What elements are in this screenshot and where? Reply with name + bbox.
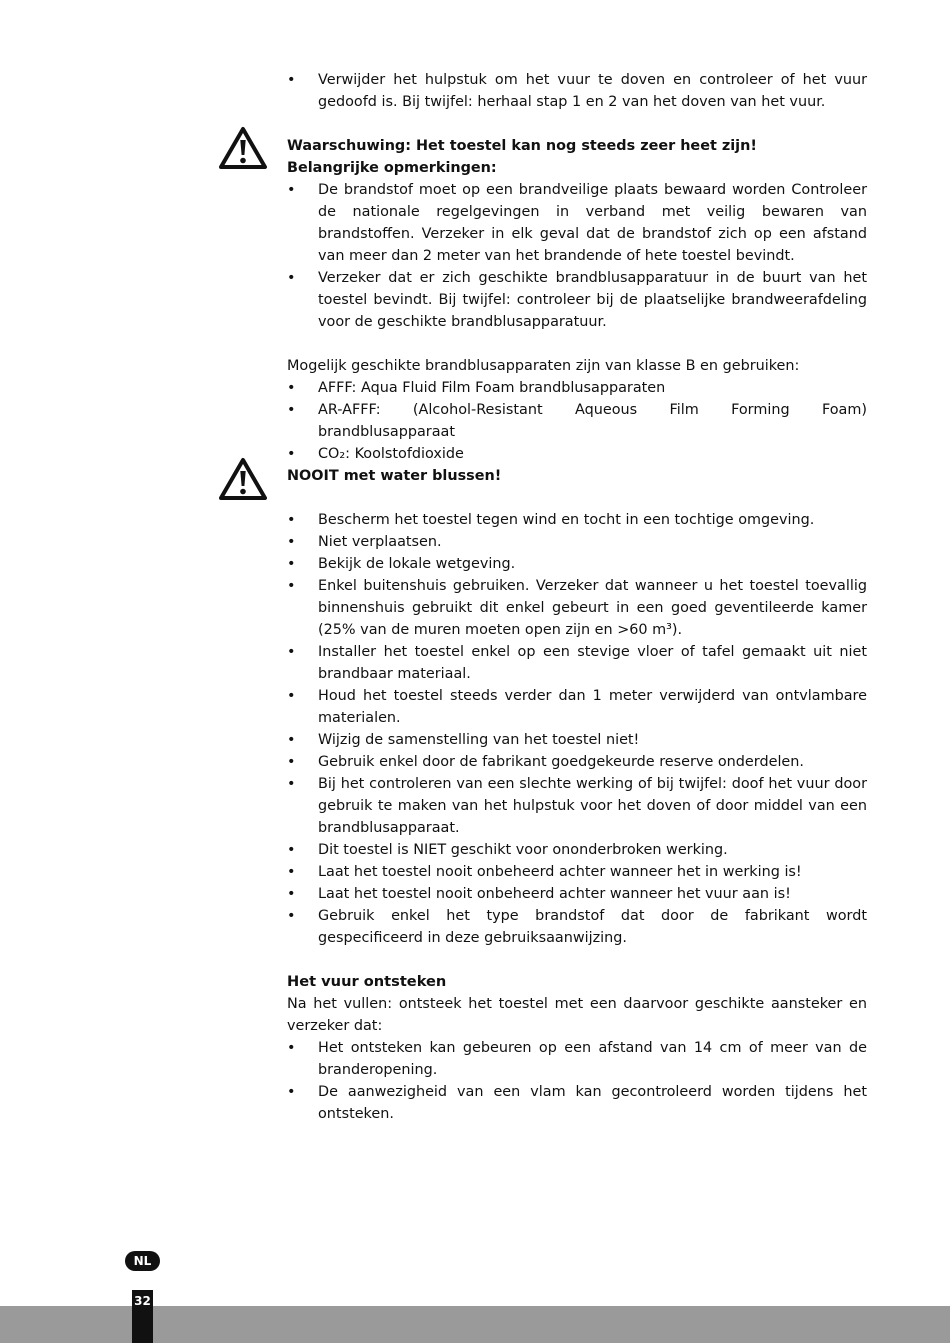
list-item: • AFFF: Aqua Fluid Film Foam brandblusapparaten <box>287 377 867 399</box>
list-item: • Wijzig de samenstelling van het toestel niet! <box>287 729 867 751</box>
water-warning <box>287 465 867 487</box>
list-item: • Enkel buitenshuis gebruiken. Verzeker dat wanneer u het toestel toevallig binnenshuis gebruikt dit enkel gebeurt in een goed geventileerde kamer (25% van de muren moeten open zijn en >60 m³). <box>287 575 867 641</box>
list-item: • Gebruik enkel het type brandstof dat door de fabrikant wordt gespecificeerd in deze gebruiksaanwijzing. <box>287 905 867 949</box>
list-item: • Dit toestel is NIET geschikt voor ononderbroken werking. <box>287 839 867 861</box>
list-item: • Verwijder het hulpstuk om het vuur te doven en controleer of het vuur gedoofd is. Bij twijfel: herhaal stap 1 en 2 van het doven van het vuur. <box>287 69 867 113</box>
list-item: • Het ontsteken kan gebeuren op een afstand van 14 cm of meer van de branderopening. <box>287 1037 867 1081</box>
ignite-section <box>287 971 867 1125</box>
warning-title: Waarschuwing: Het toestel kan nog steeds zeer heet zijn! <box>287 138 757 154</box>
page-number: 32 <box>134 1294 151 1308</box>
extinguishers-intro: Mogelijk geschikte brandblusapparaten zijn van klasse B en gebruiken: <box>287 358 800 374</box>
warning-subtitle: Belangrijke opmerkingen: <box>287 160 497 176</box>
list-item: • CO₂: Koolstofdioxide <box>287 443 867 465</box>
list-item: • Niet verplaatsen. <box>287 531 867 553</box>
ignite-intro: Na het vullen: ontsteek het toestel met een daarvoor geschikte aansteker en verzeker dat: <box>287 996 867 1034</box>
list-item: • Gebruik enkel door de fabrikant goedgekeurde reserve onderdelen. <box>287 751 867 773</box>
list-item: • Bekijk de lokale wetgeving. <box>287 553 867 575</box>
list-item: • Laat het toestel nooit onbeheerd achter wanneer het in werking is! <box>287 861 867 883</box>
intro-section <box>287 69 867 113</box>
warning-triangle-icon <box>218 126 268 170</box>
list-item: • AR-AFFF: (Alcohol-Resistant Aqueous Film Forming Foam) brandblusapparaat <box>287 399 867 443</box>
list-item: • Installer het toestel enkel op een stevige vloer of tafel gemaakt uit niet brandbaar materiaal. <box>287 641 867 685</box>
list-item: • Houd het toestel steeds verder dan 1 meter verwijderd van ontvlambare materialen. <box>287 685 867 729</box>
warning-section <box>287 135 867 333</box>
rules-section <box>287 509 867 949</box>
language-badge: NL <box>125 1251 160 1271</box>
list-item: • Laat het toestel nooit onbeheerd achter wanneer het vuur aan is! <box>287 883 867 905</box>
extinguishers-section <box>287 355 867 465</box>
list-item: • Verzeker dat er zich geschikte brandblusapparatuur in de buurt van het toestel bevindt. Bij twijfel: controleer bij de plaatselijke brandweerafdeling voor de geschikte brandblusapparatuur. <box>287 267 867 333</box>
warning-triangle-icon <box>218 457 268 501</box>
list-item: • Bescherm het toestel tegen wind en tocht in een tochtige omgeving. <box>287 509 867 531</box>
list-item: • De brandstof moet op een brandveilige plaats bewaard worden Controleer de nationale regelgevingen in verband met veilig bewaren van brandstoffen. Verzeker in elk geval dat de brandstof zich op een afstand van meer dan 2 meter van het brandende of hete toestel bevindt. <box>287 179 867 267</box>
list-item: • Bij het controleren van een slechte werking of bij twijfel: doof het vuur door gebruik te maken van het hulpstuk voor het doven of door middel van een brandblusapparaat. <box>287 773 867 839</box>
list-item: • De aanwezigheid van een vlam kan gecontroleerd worden tijdens het ontsteken. <box>287 1081 867 1125</box>
section-heading: Het vuur ontsteken <box>287 973 447 990</box>
water-warning-title: NOOIT met water blussen! <box>287 468 502 484</box>
